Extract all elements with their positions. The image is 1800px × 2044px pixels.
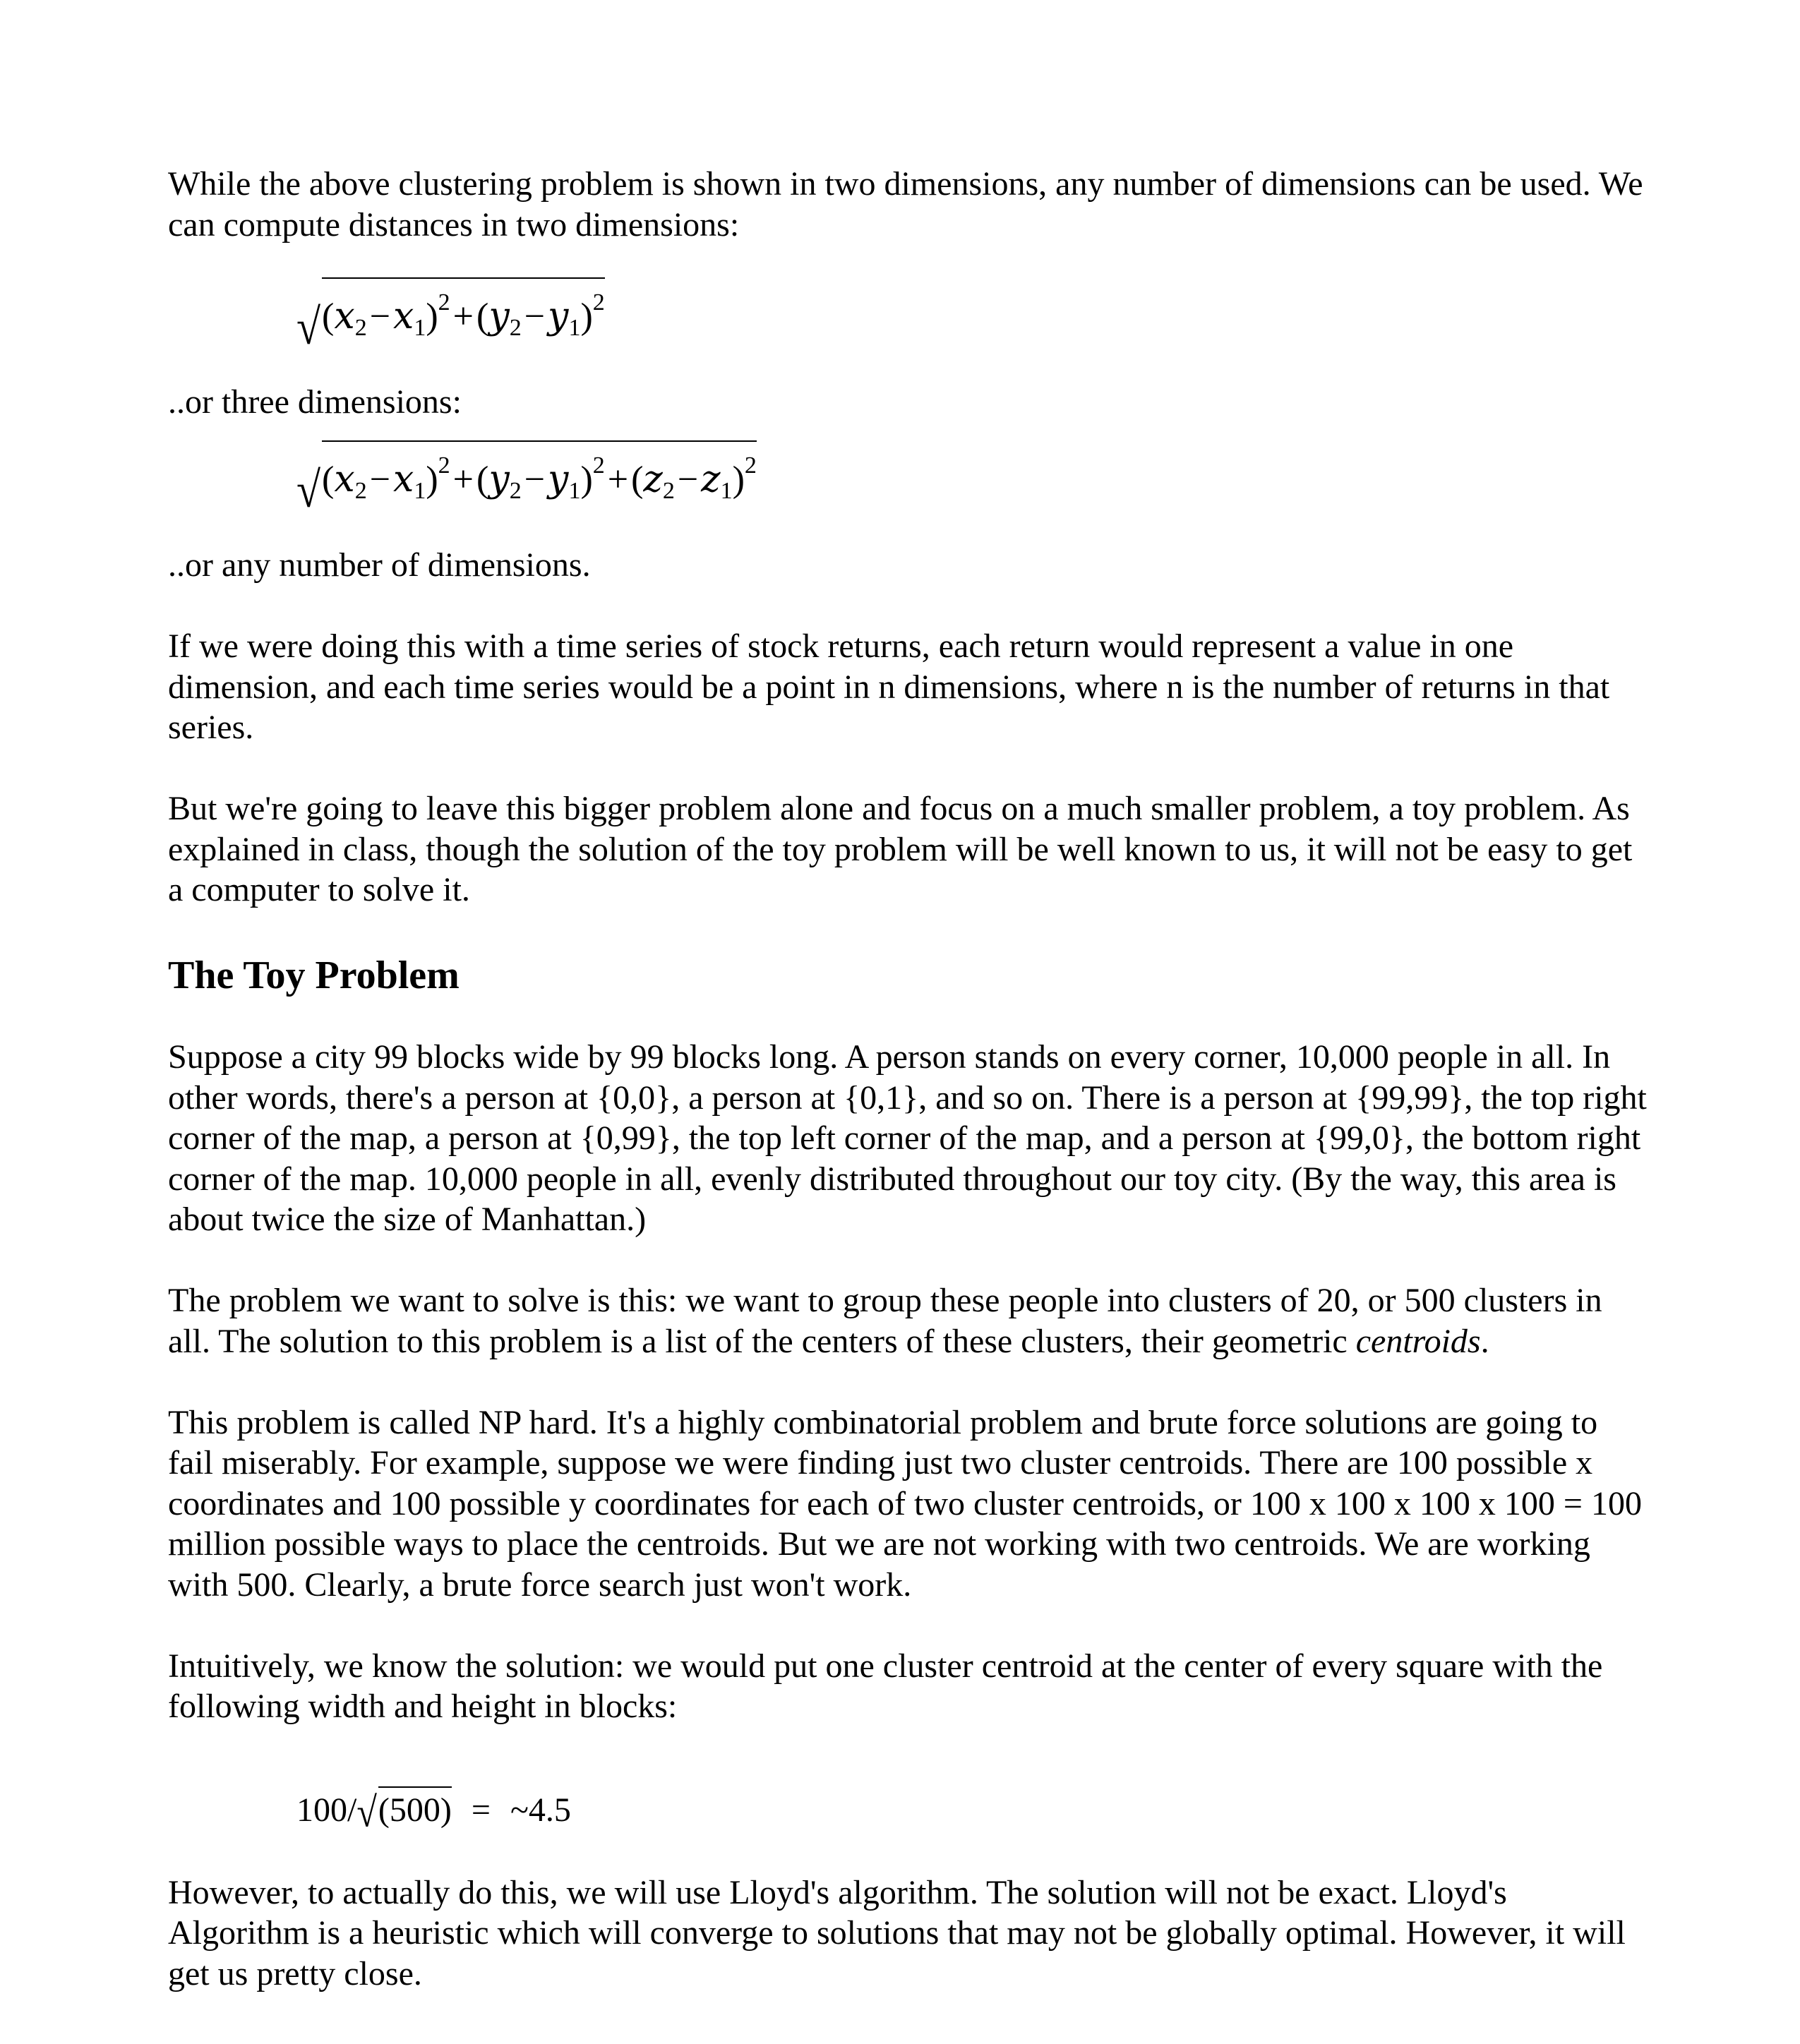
paragraph-three-dimensions: ..or three dimensions: — [168, 383, 462, 421]
square-size-formula: 100/ √ (500) = ~4.5 — [296, 1768, 1650, 1832]
paragraph-stock-returns: If we were doing this with a time series of stock returns, each return would represent a value in one dimension, and each time series would be a point in n dimensions, where n is the number of returns in that series. — [168, 627, 1610, 746]
paragraph-lloyds-algorithm: However, to actually do this, we will use Lloyd's algorithm. The solution will not be exact. Lloyd's Algorithm is a heuristic which will converge to solutions that may not be globally optimal. However, it will get us pretty close. — [168, 1873, 1626, 1992]
paragraph-problem-statement: The problem we want to solve is this: we want to group these people into clusters of 20, or 500 clusters in all. The solution to this problem is a list of the centers of these clusters, their geometric centroids. — [168, 1282, 1602, 1360]
sqrt-symbol: √ — [296, 462, 321, 519]
paragraph-np-hard: This problem is called NP hard. It's a highly combinatorial problem and brute force solutions are going to fail miserably. For example, suppose we were finding just two cluster centroids. There are 100 possible x coordinates and 100 possible y coordinates for each of two cluster centroids, or 100 x 100 x 100 x 100 = 100 million possible ways to place the centroids. But we are not working with two centroids. We are working with 500. Clearly, a brute force search just won't work. — [168, 1403, 1642, 1604]
centroids-emphasis: centroids — [1355, 1322, 1481, 1360]
distance-formula-2d: √ $(x_2-x_1)^2+(y_2-y_1)^2$ — [296, 286, 1650, 349]
paragraph-toy-problem-intro: But we're going to leave this bigger problem alone and focus on a much smaller problem, a toy problem. As explained in class, though the solution of the toy problem will be well known to us, it will not be easy to get a computer to solve it. — [168, 790, 1633, 908]
document-page — [168, 164, 1650, 1994]
paragraph-city-description: Suppose a city 99 blocks wide by 99 blocks long. A person stands on every corner, 10,000 people in all. In other words, there's a person at {0,0}, a person at {0,1}, and so on. There is a person at {99,99}, the top right corner of the map, a person at {0,99}, the top left corner of the map, and a person at {99,0}, the bottom right corner of the map. 10,000 people in all, evenly distributed throughout our toy city. (By the way, this area is about twice the size of Manhattan.) — [168, 1038, 1647, 1238]
sqrt-symbol: √ — [356, 1789, 377, 1836]
paragraph-intuitive-solution: Intuitively, we know the solution: we would put one cluster centroid at the center of every square with the following width and height in blocks: — [168, 1647, 1603, 1725]
distance-formula-3d: √ $(x_2-x_1)^2+(y_2-y_1)^2+(z_2-z_1)^2$ — [296, 449, 1650, 512]
section-heading-toy-problem: The Toy Problem — [168, 954, 460, 997]
paragraph-dimensions-intro: While the above clustering problem is shown in two dimensions, any number of dimensions can be used. We can compute distances in two dimensions: — [168, 165, 1643, 244]
sqrt-symbol: √ — [296, 299, 321, 355]
paragraph-any-dimensions: ..or any number of dimensions. — [168, 546, 591, 584]
